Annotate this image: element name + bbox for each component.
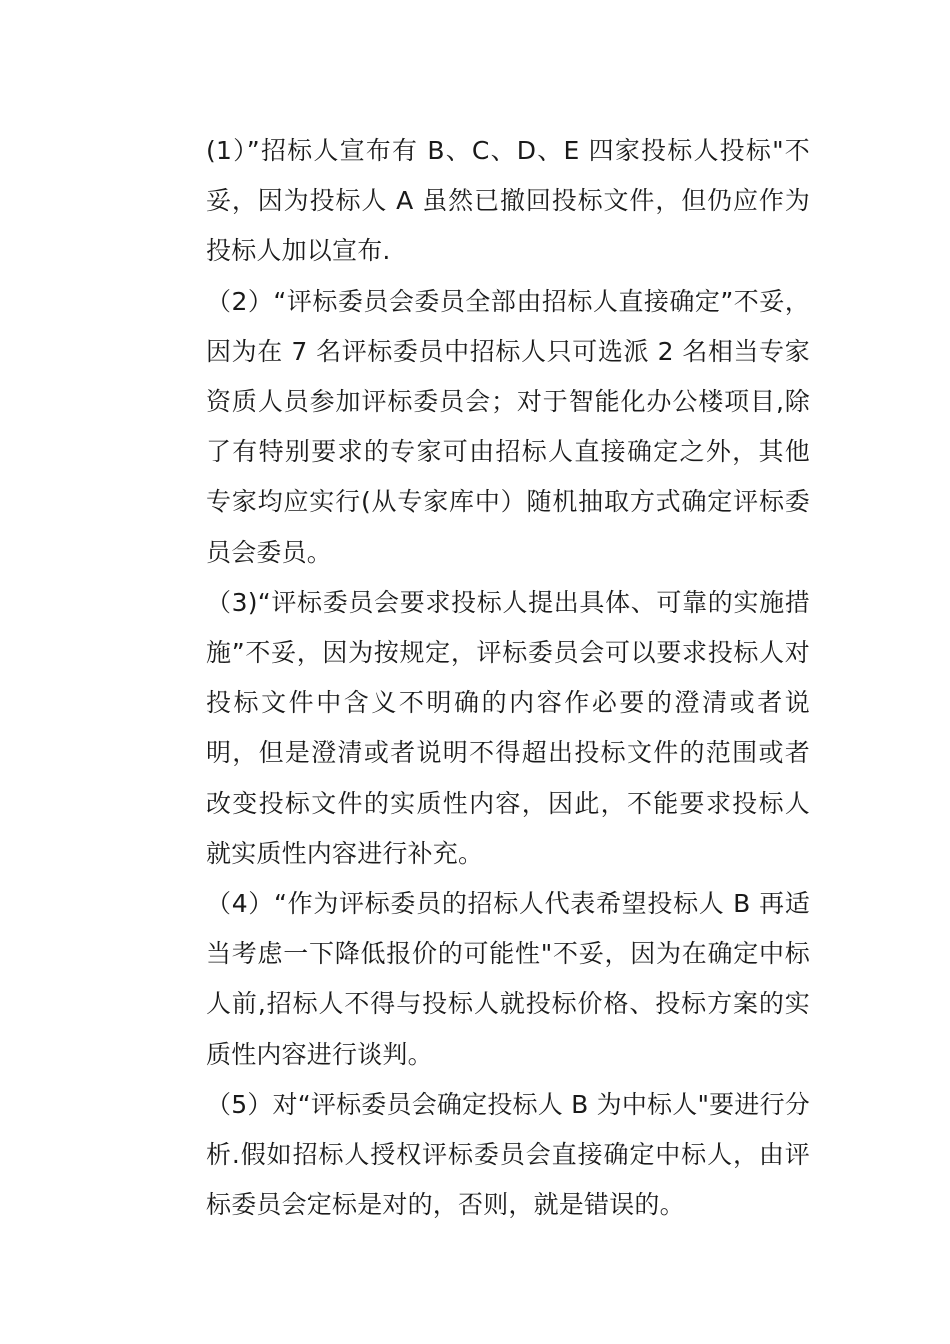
paragraph-4: （4）“作为评标委员的招标人代表希望投标人 B 再适当考虑一下降低报价的可能性"不妥，因为在确定中标人前,招标人不得与投标人就投标价格、投标方案的实质性内容进行谈判。 (206, 889, 810, 1069)
paragraph-3: （3)“评标委员会要求投标人提出具体、可靠的实施措施”不妥，因为按规定，评标委员会可以要求投标人对投标文件中含义不明确的内容作必要的澄清或者说明，但是澄清或者说明不得超出投标文件的范围或者改变投标文件的实质性内容，因此，不能要求投标人就实质性内容进行补充。 (206, 587, 810, 868)
paragraph-5: （5）对“评标委员会确定投标人 B 为中标人"要进行分析.假如招标人授权评标委员会直接确定中标人，由评标委员会定标是对的，否则，就是错误的。 (206, 1089, 810, 1220)
document-body (206, 126, 810, 1230)
paragraph-2: （2）“评标委员会委员全部由招标人直接确定”不妥，因为在 7 名评标委员中招标人只可选派 2 名相当专家资质人员参加评标委员会；对于智能化办公楼项目,除了有特别要求的专家可由招标人直接确定之外，其他专家均应实行(从专家库中）随机抽取方式确定评标委员会委员。 (206, 286, 810, 567)
paragraph-1: (1）”招标人宣布有 B、C、D、E 四家投标人投标"不妥，因为投标人 A 虽然已撤回投标文件，但仍应作为投标人加以宣布. (206, 136, 810, 266)
